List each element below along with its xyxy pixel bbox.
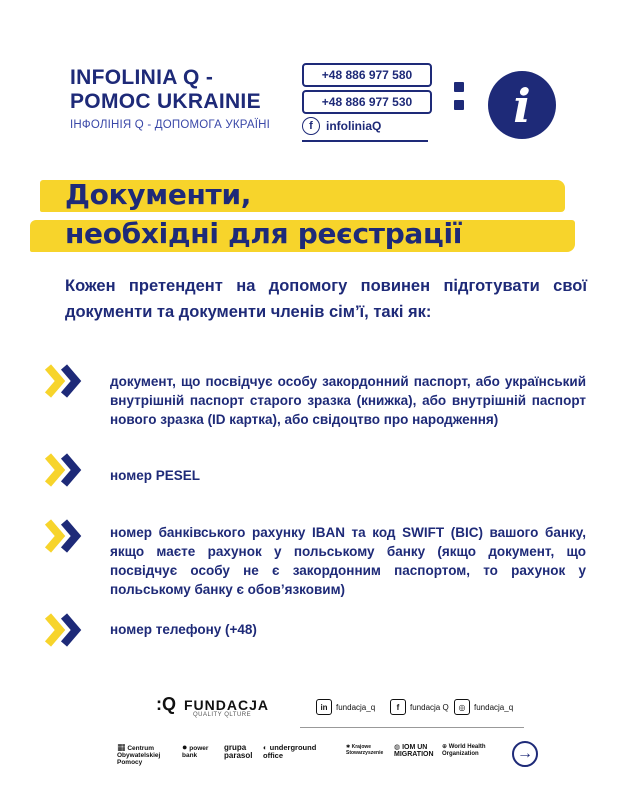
header-divider (302, 140, 428, 142)
underground-icon: ◐ (263, 743, 268, 752)
facebook-icon: f (390, 699, 406, 715)
footer-divider (300, 727, 524, 728)
social-instagram[interactable] (454, 699, 513, 715)
partner-logo-who: ⊕ World Health Organization (442, 744, 486, 757)
arrow-right-icon: → (517, 745, 533, 762)
info-logo-icon (452, 68, 582, 148)
facebook-link[interactable] (302, 117, 381, 135)
linkedin-icon: in (316, 699, 332, 715)
instagram-icon: ◎ (454, 699, 470, 715)
intro-text: Кожен претендент на допомогу повинен підготувати свої документи та документи членів сім’ї, такі як: (65, 277, 587, 321)
chevron-bullet-icon (44, 452, 94, 488)
phone-number-1[interactable]: +48 886 977 580 (302, 63, 432, 87)
foundation-name: FUNDACJA (184, 696, 269, 713)
hands-icon: ✱ (346, 744, 351, 750)
list-item-phone: номер телефону (+48) (110, 622, 257, 637)
headline-line2: необхідні для реєстрації (65, 217, 463, 250)
list-item-pesel: номер PESEL (110, 468, 200, 483)
social-label: fundacja Q (410, 702, 449, 712)
partner-logo-centrum: ▦ Centrum Obywatelskiej Pomocy (117, 742, 161, 766)
next-page-button[interactable] (512, 741, 538, 767)
header-subtitle: ІНФОЛІНІЯ Q - ДОПОМОГА УКРАЇНІ (70, 119, 271, 131)
partner-logo-parasol: grupa parasol (224, 743, 253, 760)
svg-text:i: i (513, 79, 531, 133)
list-item-bank-account: номер банківського рахунку IBAN та код SWIFT (BIC) вашого банку, якщо маєте рахунок у польському банку (якщо документ, що посвідчує особу не є закордонним паспортом, то рахунок у польському банку є обов’язковим) (110, 525, 586, 597)
partner-logo-iom: ◍ IOM UN MIGRATION (394, 744, 434, 758)
phone-number-2[interactable]: +48 886 977 530 (302, 90, 432, 114)
partner-logo-krajowe: ✱ Krajowe Stowarzyszenie (346, 744, 384, 756)
foundation-tagline: QUALITY QLTURE (193, 712, 252, 718)
facebook-handle: infoliniaQ (326, 119, 382, 133)
who-icon: ⊕ (442, 744, 448, 750)
q-logo-icon: :Q (156, 694, 176, 714)
headline-line1: Документи, (65, 178, 252, 211)
chevron-bullet-icon (44, 518, 94, 554)
power-icon: ● (182, 742, 188, 752)
social-label: fundacja_q (474, 702, 514, 712)
social-linkedin[interactable] (316, 699, 375, 715)
checker-icon: ▦ (117, 742, 126, 752)
social-facebook[interactable] (390, 699, 449, 715)
partner-logo-powerbank: ● power bank (182, 742, 209, 759)
list-item-id-document: документ, що посвідчує особу закордонний паспорт, або український внутрішній паспорт старого зразка (книжка), або внутрішній паспорт нового зразка (ID картка), або свідоцтво про народження) (110, 374, 586, 427)
partner-logo-underground: ◐ underground office (263, 743, 317, 760)
chevron-bullet-icon (44, 363, 94, 399)
header-title-line2: POMOC UKRAINIE (70, 90, 261, 113)
chevron-bullet-icon (44, 612, 94, 648)
iom-icon: ◍ (394, 744, 401, 751)
header-title-line1: INFOLINIA Q - (70, 66, 214, 89)
facebook-icon: f (302, 117, 320, 135)
social-label: fundacja_q (336, 702, 376, 712)
